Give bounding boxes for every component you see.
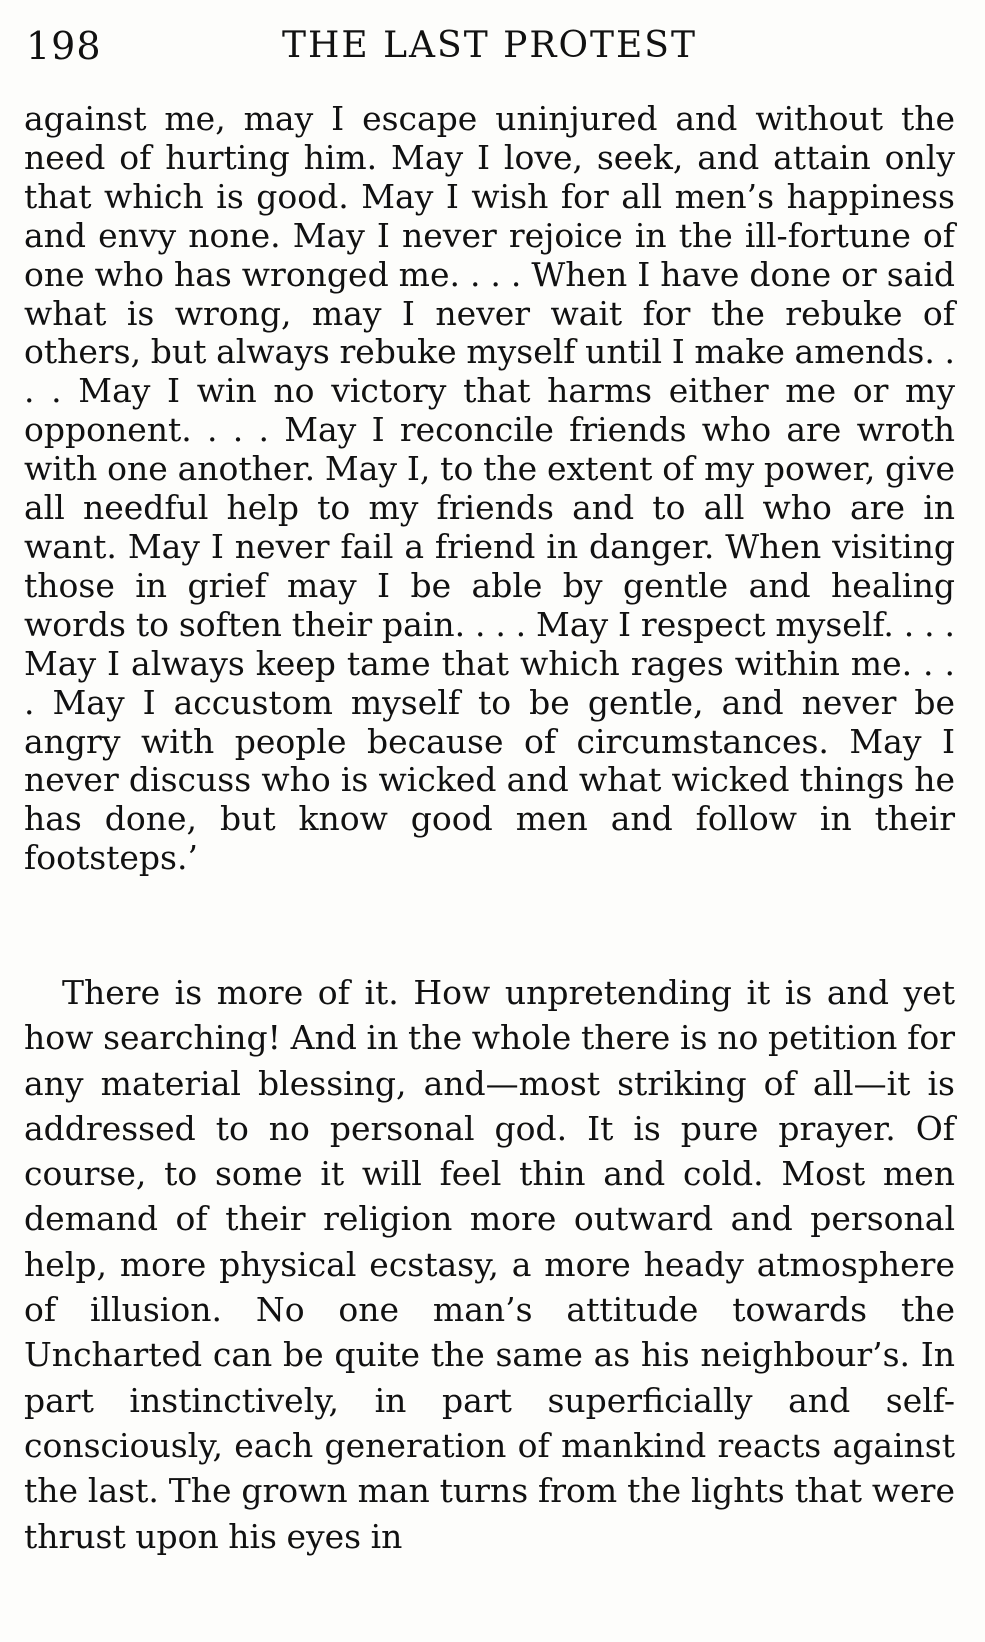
running-title: THE LAST PROTEST [282,25,697,66]
quoted-prayer-paragraph: against me, may I escape uninjured and without the need of hurting him. May I love, seek, and attain only that which is good. May I wish for all men’s happiness and envy none. May I never rejoice in the ill-fortune of one who has wronged me. . . . When I have done or said what is wrong, may I never wait for the rebuke of others, but always rebuke myself until I make amends. . . . May I win no victory that harms either me or my opponent. . . . May I reconcile friends who are wroth with one another. May I, to the extent of my power, give all needful help to my friends and to all who are in want. May I never fail a friend in danger. When visiting those in grief may I be able by gentle and healing words to soften their pain. . . . May I respect myself. . . . May I always keep tame that which rages within me. . . . May I accustom myself to be gentle, and never be angry with people because of circumstances. May I never discuss who is wicked and what wicked things he has done, but know good men and follow in their footsteps.’ [24,99,955,878]
commentary-paragraph: There is more of it. How unpretending it is and yet how searching! And in the whole there is no petition for any material blessing, and—most striking of all—it is addressed to no personal god. It is pure prayer. Of course, to some it will feel thin and cold. Most men demand of their religion more outward and personal help, more physical ecstasy, a more heady atmosphere of illusion. No one man’s attitude towards the Uncharted can be quite the same as his neighbour’s. In part instinctively, in part superficially and self-consciously, each generation of mankind reacts against the last. The grown man turns from the lights that were thrust upon his eyes in [24,973,955,1556]
running-head [26,22,956,72]
page-number: 198 [26,24,102,68]
